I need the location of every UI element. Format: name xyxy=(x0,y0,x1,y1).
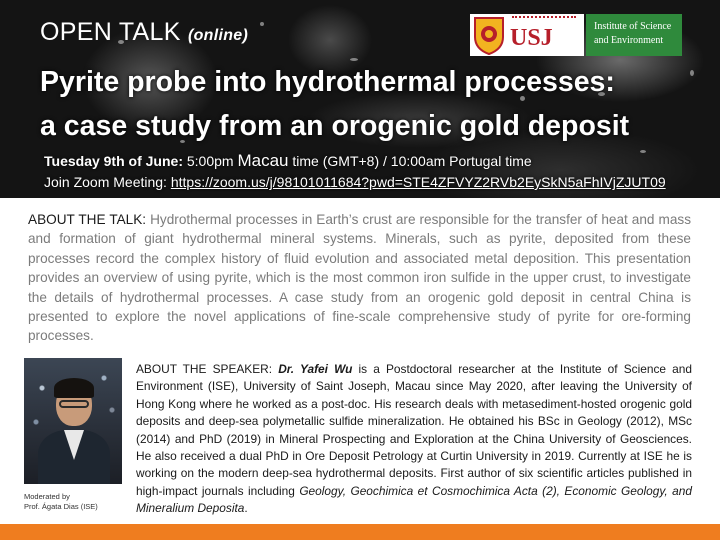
photo-glasses xyxy=(59,400,89,408)
moderator-line-2: Prof. Ágata Dias (ISE) xyxy=(24,502,98,511)
texture-speck xyxy=(640,150,646,153)
open-talk-label: OPEN TALK xyxy=(40,18,181,46)
ise-line-2: and Environment xyxy=(594,35,664,46)
date-time-line xyxy=(44,151,532,171)
about-speaker-paragraph xyxy=(136,361,692,518)
about-speaker-label: ABOUT THE SPEAKER: xyxy=(136,362,279,376)
about-speaker-text: is a Postdoctoral researcher at the Institute of Science and Environment (ISE), University of Saint Joseph, Macau since May 2020, after leaving the University of Hong Kong where he worked as a post-doc. His research deals with metasediment-hosted orogenic gold deposits and deep-sea polymetallic sulfide mineralization. He obtained his BSc in Geology (2012), MSc (2014) and PhD (2019) in Mineral Prospecting and Exploration at the China University of Geosciences. He also received a dual PhD in Ore Deposit Petrology at Curtin University in 2019. Currently at ISE he is working on the modern deep-sea hydrothermal deposits. First author of six scientific articles published in high-impact journals including xyxy=(136,362,692,498)
usj-wordmark: USJ xyxy=(510,25,553,51)
ise-line-1: Institute of Science xyxy=(594,21,672,32)
speaker-name: Dr. Yafei Wu xyxy=(278,362,353,376)
ise-logo xyxy=(586,14,682,56)
about-speaker-end: . xyxy=(244,501,248,516)
talk-mode: (online) xyxy=(187,27,249,44)
about-talk-paragraph xyxy=(28,210,691,346)
moderator-credit xyxy=(24,492,98,512)
usj-logo xyxy=(470,14,584,56)
city-name: Macau xyxy=(237,151,289,170)
talk-title-line-2: a case study from an orogenic gold deposit xyxy=(40,110,630,142)
photo-hair xyxy=(54,378,94,398)
zoom-label: Join Zoom Meeting: xyxy=(44,174,171,190)
zoom-line xyxy=(44,174,666,190)
portugal-time: time (GMT+8) / 10:00am Portugal time xyxy=(288,153,532,169)
texture-speck xyxy=(690,70,694,76)
zoom-link[interactable]: https://zoom.us/j/98101011684?pwd=STE4ZFVYZ2RVb2EySkN5aFhIVjZJUT09 xyxy=(170,174,666,190)
talk-title-line-1: Pyrite probe into hydrothermal processes: xyxy=(40,66,615,98)
journal-list: Geology, Geochimica et Cosmochimica Acta (2), Economic Geology, and Mineralium Deposita xyxy=(136,483,692,516)
footer-bar xyxy=(0,524,720,540)
moderator-line-1: Moderated by xyxy=(24,492,70,501)
talk-date: Tuesday 9th of June: xyxy=(44,153,183,169)
texture-speck xyxy=(350,58,358,61)
open-talk-heading xyxy=(40,18,248,47)
about-talk-label: ABOUT THE TALK: xyxy=(28,212,147,227)
macau-time: 5:00pm xyxy=(182,153,238,169)
usj-chinese-mark xyxy=(512,16,576,24)
speaker-photo xyxy=(24,358,122,484)
texture-speck xyxy=(260,22,264,26)
about-talk-text: Hydrothermal processes in Earth’s crust are responsible for the transfer of heat and mass and formation of giant hydrothermal mineral systems. Minerals, such as pyrite, deposited from these processes record the complex history of fluid evolution and associated metal deposition. This presentation provides an overview of using pyrite, which is the most common iron sulfide in the upper crust, to investigate the details of hydrothermal processes. A case study from an orogenic gold deposit in central China is presented to explore the novel applications of fine-scale comprehensive study of pyrite for ore-forming processes. xyxy=(28,212,691,344)
usj-emblem-icon xyxy=(472,15,506,55)
